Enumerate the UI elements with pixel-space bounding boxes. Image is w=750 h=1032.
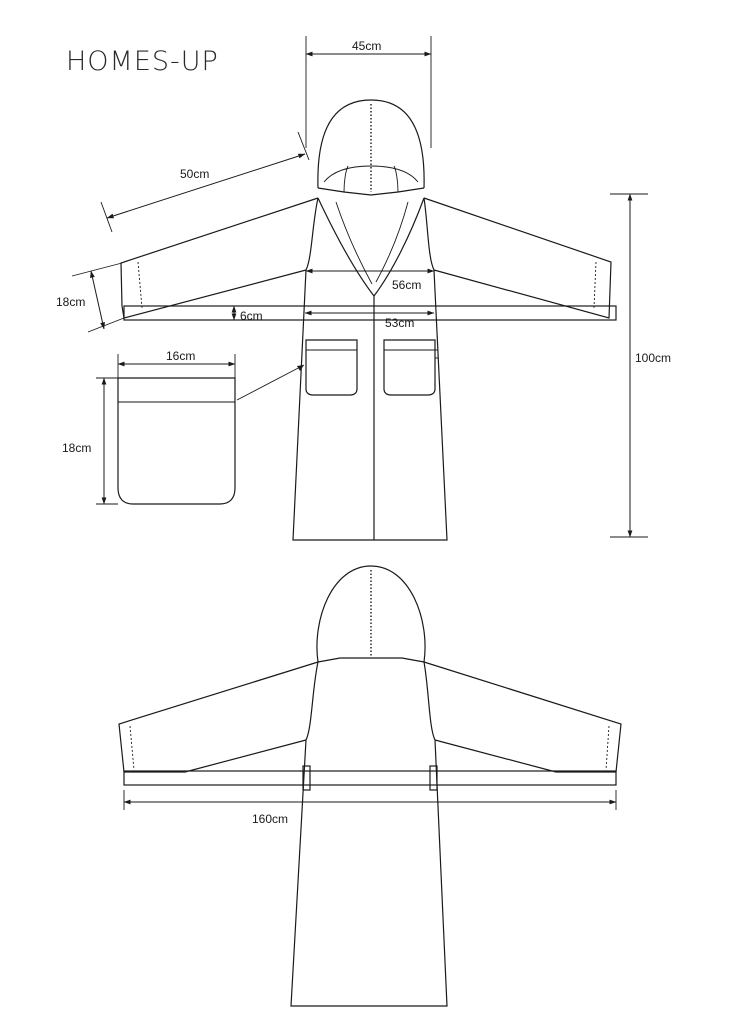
total-length-label: 100cm xyxy=(635,351,672,365)
chest-width-label: 56cm xyxy=(392,278,422,292)
hood-width-label: 45cm xyxy=(352,39,382,53)
pocket-height-label: 18cm xyxy=(62,441,92,455)
front-view xyxy=(121,100,616,540)
front-body xyxy=(293,198,447,540)
pocket-leader-line xyxy=(237,365,304,400)
back-body xyxy=(291,662,447,1006)
sleeve-length-label: 50cm xyxy=(180,167,210,181)
front-left-sleeve xyxy=(121,198,318,318)
brand-logo: HOMES-UP xyxy=(66,46,219,77)
back-dimensions xyxy=(124,790,616,826)
pocket-width-label: 16cm xyxy=(166,349,196,363)
hem-width-label: 53cm xyxy=(385,316,415,330)
left-lapel xyxy=(318,198,374,296)
back-belt xyxy=(124,771,616,785)
back-right-sleeve xyxy=(424,662,621,772)
front-left-pocket xyxy=(306,340,357,395)
front-dimensions xyxy=(56,36,671,537)
belt-width-label: 6cm xyxy=(240,309,263,323)
back-view xyxy=(119,566,621,1006)
cuff-width-label: 18cm xyxy=(56,295,86,309)
back-left-sleeve xyxy=(119,662,318,772)
pocket-detail xyxy=(118,365,304,504)
front-right-sleeve xyxy=(424,198,611,318)
belt-length-label: 160cm xyxy=(252,812,289,826)
front-right-pocket xyxy=(384,340,435,395)
